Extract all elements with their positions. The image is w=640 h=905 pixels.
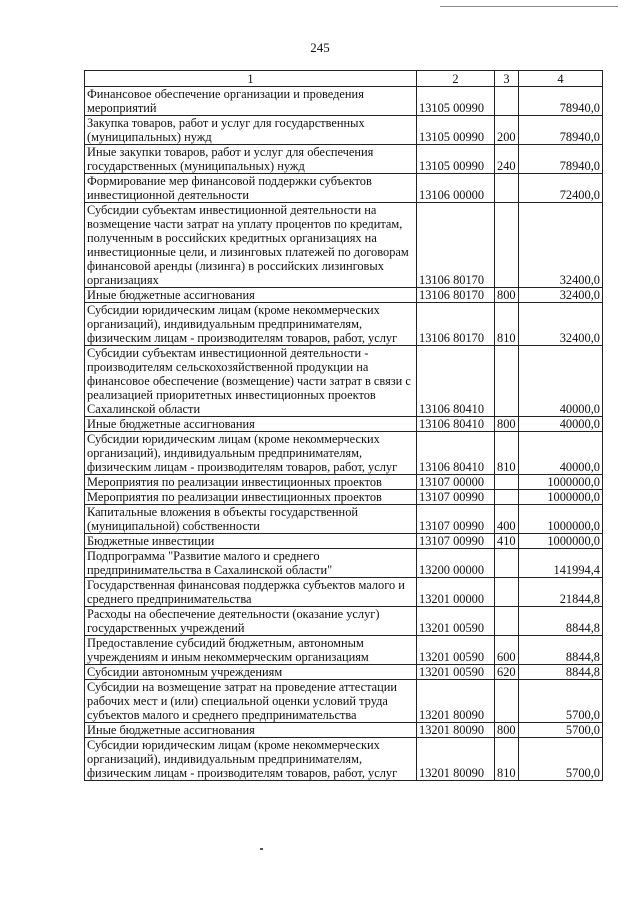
row-sum: 78940,0 — [519, 116, 603, 145]
row-code: 13200 00000 — [417, 549, 495, 578]
row-code: 13105 00990 — [417, 87, 495, 116]
table-row — [85, 665, 603, 680]
row-code: 13106 80170 — [417, 288, 495, 303]
table-row — [85, 578, 603, 607]
row-sum: 32400,0 — [519, 288, 603, 303]
row-name: Финансовое обеспечение организации и проведения мероприятий — [85, 87, 417, 116]
row-type: 800 — [495, 723, 519, 738]
row-code: 13201 00000 — [417, 578, 495, 607]
row-name: Субсидии на возмещение затрат на проведение аттестации рабочих мест и (или) специальной оценки условий труда субъектов малого и среднего предпринимательства — [85, 680, 417, 723]
row-code: 13106 80410 — [417, 346, 495, 417]
row-type: 620 — [495, 665, 519, 680]
row-name: Субсидии юридическим лицам (кроме некоммерческих организаций), индивидуальным предпринимателям, физическим лицам - производителям товаров, работ, услуг — [85, 432, 417, 475]
budget-table — [84, 70, 603, 781]
table-row — [85, 346, 603, 417]
table-row — [85, 288, 603, 303]
row-type — [495, 174, 519, 203]
row-type: 800 — [495, 417, 519, 432]
row-code: 13106 80170 — [417, 303, 495, 346]
row-name: Закупка товаров, работ и услуг для государственных (муниципальных) нужд — [85, 116, 417, 145]
row-code: 13201 00590 — [417, 607, 495, 636]
row-name: Субсидии юридическим лицам (кроме некоммерческих организаций), индивидуальным предпринимателям, физическим лицам - производителям товаров, работ, услуг — [85, 738, 417, 781]
row-name: Расходы на обеспечение деятельности (оказание услуг) государственных учреждений — [85, 607, 417, 636]
row-type — [495, 680, 519, 723]
row-type — [495, 203, 519, 288]
row-code: 13201 80090 — [417, 723, 495, 738]
row-code: 13201 00590 — [417, 665, 495, 680]
row-code: 13106 80410 — [417, 417, 495, 432]
row-sum: 21844,8 — [519, 578, 603, 607]
row-code: 13107 00990 — [417, 505, 495, 534]
table-row — [85, 505, 603, 534]
row-code: 13201 80090 — [417, 738, 495, 781]
row-type — [495, 475, 519, 490]
header-col-4: 4 — [519, 71, 603, 87]
row-sum: 78940,0 — [519, 87, 603, 116]
row-type: 600 — [495, 636, 519, 665]
row-sum: 32400,0 — [519, 203, 603, 288]
row-code: 13107 00000 — [417, 475, 495, 490]
row-code: 13201 00590 — [417, 636, 495, 665]
table-row — [85, 490, 603, 505]
table-row — [85, 636, 603, 665]
header-col-2: 2 — [417, 71, 495, 87]
table-row — [85, 432, 603, 475]
row-sum: 141994,4 — [519, 549, 603, 578]
row-sum: 5700,0 — [519, 680, 603, 723]
row-code: 13107 00990 — [417, 490, 495, 505]
row-code: 13106 80170 — [417, 203, 495, 288]
table-row — [85, 549, 603, 578]
row-name: Субсидии субъектам инвестиционной деятельности на возмещение части затрат на уплату процентов по кредитам, полученным в российских кредитных организациях на инвестиционные цели, и лизинговых платежей по договорам финансовой аренды (лизинга) в российских лизинговых организациях — [85, 203, 417, 288]
row-type: 810 — [495, 432, 519, 475]
row-code: 13106 00000 — [417, 174, 495, 203]
row-type — [495, 87, 519, 116]
row-code: 13106 80410 — [417, 432, 495, 475]
row-name: Иные бюджетные ассигнования — [85, 723, 417, 738]
header-col-3: 3 — [495, 71, 519, 87]
table-row — [85, 203, 603, 288]
row-type — [495, 607, 519, 636]
row-sum: 72400,0 — [519, 174, 603, 203]
row-name: Государственная финансовая поддержка субъектов малого и среднего предпринимательства — [85, 578, 417, 607]
row-type: 810 — [495, 738, 519, 781]
table-row — [85, 303, 603, 346]
row-name: Мероприятия по реализации инвестиционных проектов — [85, 490, 417, 505]
row-type: 410 — [495, 534, 519, 549]
table-row — [85, 87, 603, 116]
row-sum: 8844,8 — [519, 607, 603, 636]
table-row — [85, 145, 603, 174]
row-code: 13105 00990 — [417, 145, 495, 174]
row-name: Формирование мер финансовой поддержки субъектов инвестиционной деятельности — [85, 174, 417, 203]
table-row — [85, 417, 603, 432]
table-row — [85, 723, 603, 738]
row-type — [495, 578, 519, 607]
row-name: Субсидии субъектам инвестиционной деятельности - производителям сельскохозяйственной продукции на финансовое обеспечение (возмещение) части затрат в связи с реализацией приоритетных инвестиционных проектов Сахалинской области — [85, 346, 417, 417]
row-name: Бюджетные инвестиции — [85, 534, 417, 549]
row-sum: 8844,8 — [519, 665, 603, 680]
row-name: Мероприятия по реализации инвестиционных проектов — [85, 475, 417, 490]
row-type: 200 — [495, 116, 519, 145]
row-type: 810 — [495, 303, 519, 346]
row-name: Субсидии юридическим лицам (кроме некоммерческих организаций), индивидуальным предпринимателям, физическим лицам - производителям товаров, работ, услуг — [85, 303, 417, 346]
table-row — [85, 607, 603, 636]
row-code: 13107 00990 — [417, 534, 495, 549]
row-type: 400 — [495, 505, 519, 534]
table-row — [85, 738, 603, 781]
row-type: 800 — [495, 288, 519, 303]
table-row — [85, 116, 603, 145]
table-row — [85, 534, 603, 549]
row-name: Иные бюджетные ассигнования — [85, 417, 417, 432]
row-sum: 5700,0 — [519, 738, 603, 781]
top-rule — [440, 6, 618, 7]
row-code: 13105 00990 — [417, 116, 495, 145]
row-name: Иные закупки товаров, работ и услуг для обеспечения государственных (муниципальных) нужд — [85, 145, 417, 174]
row-sum: 40000,0 — [519, 417, 603, 432]
row-sum: 32400,0 — [519, 303, 603, 346]
row-sum: 78940,0 — [519, 145, 603, 174]
row-name: Субсидии автономным учреждениям — [85, 665, 417, 680]
table-row — [85, 680, 603, 723]
scan-mark — [260, 848, 263, 850]
header-row — [85, 71, 603, 87]
row-sum: 5700,0 — [519, 723, 603, 738]
row-type — [495, 549, 519, 578]
row-sum: 1000000,0 — [519, 475, 603, 490]
row-sum: 1000000,0 — [519, 534, 603, 549]
row-name: Подпрограмма "Развитие малого и среднего предпринимательства в Сахалинской области" — [85, 549, 417, 578]
table-row — [85, 174, 603, 203]
row-sum: 1000000,0 — [519, 505, 603, 534]
row-sum: 40000,0 — [519, 432, 603, 475]
page-number: 245 — [310, 40, 330, 55]
row-name: Капитальные вложения в объекты государственной (муниципальной) собственности — [85, 505, 417, 534]
row-sum: 8844,8 — [519, 636, 603, 665]
row-sum: 1000000,0 — [519, 490, 603, 505]
header-col-1: 1 — [85, 71, 417, 87]
row-type — [495, 346, 519, 417]
row-sum: 40000,0 — [519, 346, 603, 417]
row-type: 240 — [495, 145, 519, 174]
row-name: Предоставление субсидий бюджетным, автономным учреждениям и иным некоммерческим организациям — [85, 636, 417, 665]
row-name: Иные бюджетные ассигнования — [85, 288, 417, 303]
row-code: 13201 80090 — [417, 680, 495, 723]
table-row — [85, 475, 603, 490]
row-type — [495, 490, 519, 505]
